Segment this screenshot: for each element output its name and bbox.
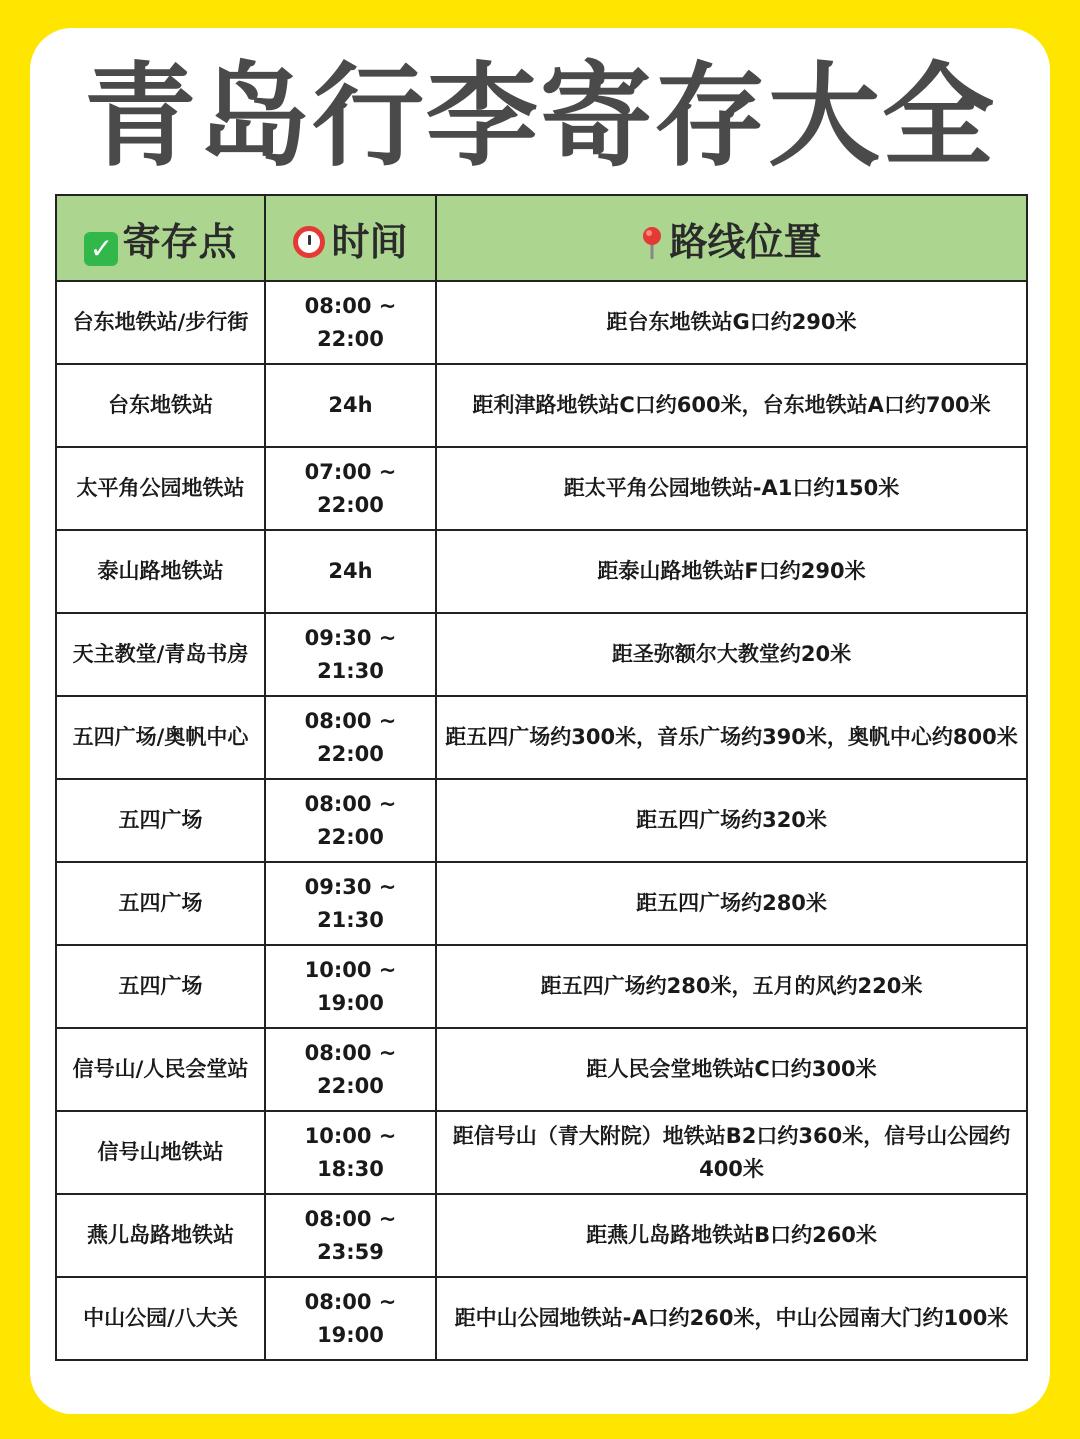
cell-time: 10:00 ~ 18:30	[265, 1111, 436, 1194]
header-route-label: 路线位置	[669, 219, 822, 264]
cell-time: 07:00 ~ 22:00	[265, 447, 436, 530]
cell-time: 09:30 ~ 21:30	[265, 862, 436, 945]
cell-route: 距人民会堂地铁站C口约300米	[436, 1028, 1027, 1111]
alarm-clock-icon	[293, 226, 325, 258]
round-pushpin-icon	[641, 226, 663, 260]
cell-location: 燕儿岛路地铁站	[56, 1194, 265, 1277]
cell-location: 泰山路地铁站	[56, 530, 265, 613]
cell-time: 09:30 ~ 21:30	[265, 613, 436, 696]
cell-route: 距五四广场约300米，音乐广场约390米，奥帆中心约800米	[436, 696, 1027, 779]
table-row	[56, 696, 1027, 779]
cell-route: 距圣弥额尔大教堂约20米	[436, 613, 1027, 696]
table-row	[56, 945, 1027, 1028]
cell-location: 天主教堂/青岛书房	[56, 613, 265, 696]
cell-route: 距泰山路地铁站F口约290米	[436, 530, 1027, 613]
cell-route: 距利津路地铁站C口约600米，台东地铁站A口约700米	[436, 364, 1027, 447]
cell-location: 信号山/人民会堂站	[56, 1028, 265, 1111]
cell-route: 距五四广场约320米	[436, 779, 1027, 862]
cell-location: 中山公园/八大关	[56, 1277, 265, 1360]
luggage-storage-table	[55, 194, 1028, 1361]
cell-time: 08:00 ~ 22:00	[265, 779, 436, 862]
header-time-label: 时间	[331, 219, 408, 264]
table-row	[56, 1194, 1027, 1277]
check-mark-icon: ✓	[84, 232, 118, 266]
cell-time: 08:00 ~ 22:00	[265, 281, 436, 364]
cell-time: 10:00 ~ 19:00	[265, 945, 436, 1028]
cell-time: 24h	[265, 364, 436, 447]
cell-location: 台东地铁站	[56, 364, 265, 447]
table-row	[56, 281, 1027, 364]
cell-time: 08:00 ~ 22:00	[265, 1028, 436, 1111]
cell-route: 距信号山（青大附院）地铁站B2口约360米，信号山公园约400米	[436, 1111, 1027, 1194]
header-route	[436, 195, 1027, 281]
cell-location: 台东地铁站/步行街	[56, 281, 265, 364]
cell-location: 信号山地铁站	[56, 1111, 265, 1194]
cell-time: 24h	[265, 530, 436, 613]
cell-time: 08:00 ~ 22:00	[265, 696, 436, 779]
cell-route: 距五四广场约280米	[436, 862, 1027, 945]
table-row	[56, 1028, 1027, 1111]
cell-location: 五四广场/奥帆中心	[56, 696, 265, 779]
table-header-row	[56, 195, 1027, 281]
table-row	[56, 447, 1027, 530]
cell-time: 08:00 ~ 23:59	[265, 1194, 436, 1277]
cell-location: 太平角公园地铁站	[56, 447, 265, 530]
header-location-label: 寄存点	[122, 219, 237, 264]
cell-route: 距台东地铁站G口约290米	[436, 281, 1027, 364]
table-row	[56, 613, 1027, 696]
table-row	[56, 530, 1027, 613]
cell-location: 五四广场	[56, 862, 265, 945]
page-title: 青岛行李寄存大全	[84, 52, 996, 182]
table-row	[56, 1111, 1027, 1194]
cell-time: 08:00 ~ 19:00	[265, 1277, 436, 1360]
header-location	[56, 195, 265, 281]
cell-route: 距燕儿岛路地铁站B口约260米	[436, 1194, 1027, 1277]
table-row	[56, 364, 1027, 447]
cell-route: 距中山公园地铁站-A口约260米，中山公园南大门约100米	[436, 1277, 1027, 1360]
table-row	[56, 1277, 1027, 1360]
table-row	[56, 779, 1027, 862]
cell-location: 五四广场	[56, 945, 265, 1028]
cell-route: 距五四广场约280米，五月的风约220米	[436, 945, 1027, 1028]
cell-route: 距太平角公园地铁站-A1口约150米	[436, 447, 1027, 530]
cell-location: 五四广场	[56, 779, 265, 862]
header-time	[265, 195, 436, 281]
table-row	[56, 862, 1027, 945]
